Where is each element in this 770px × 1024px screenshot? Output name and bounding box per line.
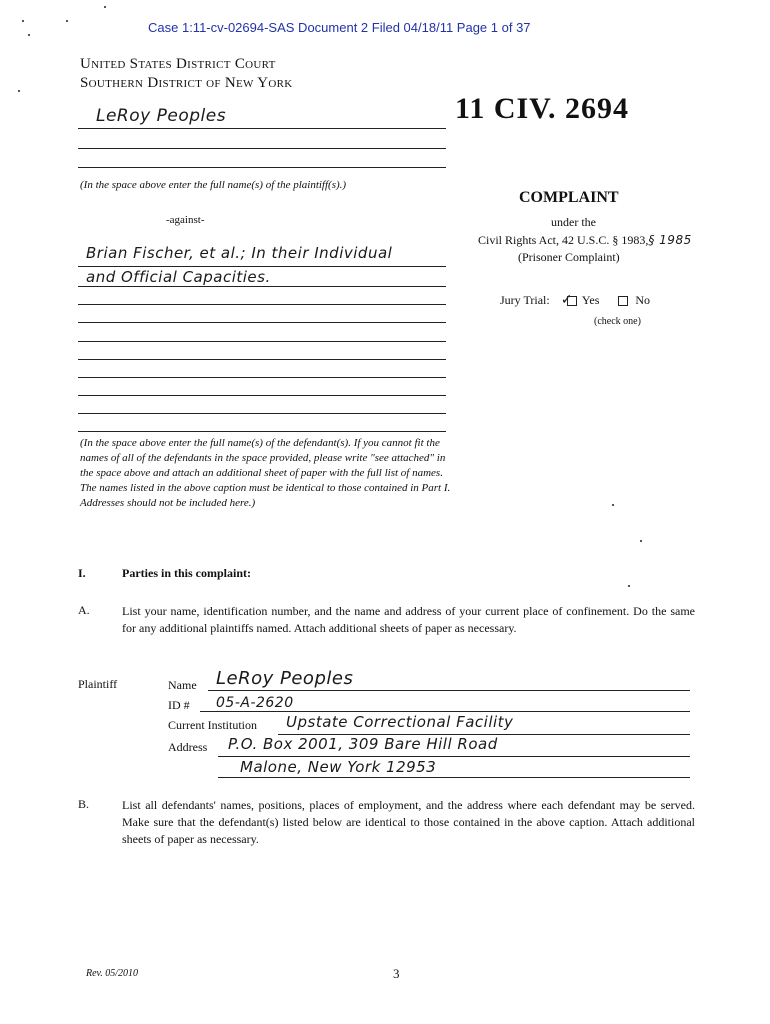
scan-speck (18, 90, 20, 92)
scan-speck (104, 6, 106, 8)
defendant-line-5 (78, 341, 446, 342)
complaint-title: COMPLAINT (519, 189, 619, 206)
plaintiff-line-1 (78, 128, 446, 129)
plaintiff-caption-note: (In the space above enter the full name(s) of the plaintiff(s).) (80, 179, 347, 191)
institution-label: Current Institution (168, 718, 257, 732)
scan-speck (628, 585, 630, 587)
defendants-handwritten-line2: and Official Capacities. (86, 268, 271, 286)
complaint-act-text: Civil Rights Act, 42 U.S.C. § 1983, (478, 233, 649, 247)
revision-date: Rev. 05/2010 (86, 968, 139, 979)
plaintiff-line-2 (78, 148, 446, 149)
defendant-line-3 (78, 304, 446, 305)
id-value[interactable]: 05-A-2620 (216, 695, 294, 711)
case-number-stamp: 11 CIV. 2694 (455, 92, 629, 125)
complaint-act (478, 233, 692, 248)
defendant-line-4 (78, 322, 446, 323)
address-field-line-2 (218, 777, 690, 778)
institution-value[interactable]: Upstate Correctional Facility (286, 713, 514, 731)
defendant-caption-note: (In the space above enter the full name(s) of the defendant(s). If you cannot fit the names of all of the defendants in the space provided, please write "see attached" in the space above and attach an additional sheet of paper with the full list of names. The names listed in the above caption must be identical to those contained in Part I. Addresses should not be included here.) (80, 437, 451, 509)
yes-label: Yes (581, 293, 600, 307)
scan-speck (22, 20, 24, 22)
page-number: 3 (393, 966, 400, 981)
id-field-line (200, 711, 690, 712)
complaint-act-handwritten: § 1985 (648, 233, 692, 247)
defendant-line-10 (78, 431, 446, 432)
plaintiff-line-3 (78, 167, 446, 168)
address-line2-value[interactable]: Malone, New York 12953 (240, 758, 437, 776)
name-field-line (208, 690, 690, 691)
name-label: Name (168, 678, 197, 692)
address-label: Address (168, 740, 208, 754)
plaintiff-name-handwritten: LeRoy Peoples (96, 106, 227, 126)
jury-trial-row (500, 292, 650, 308)
plaintiff-heading: Plaintiff (78, 677, 118, 691)
no-checkbox[interactable] (618, 296, 628, 306)
no-label: No (635, 293, 651, 307)
complaint-under: under the (551, 215, 596, 229)
scan-speck (28, 34, 30, 36)
section-a-text: List your name, identification number, and the name and address of your current place of confinement. Do the same for any additional plaintiffs named. Attach additional sheets of paper as necessary. (122, 604, 695, 635)
scan-speck (66, 20, 68, 22)
address-line1-value[interactable]: P.O. Box 2001, 309 Bare Hill Road (228, 735, 498, 753)
defendant-line-7 (78, 377, 446, 378)
scan-speck (640, 540, 642, 542)
court-name-line2: Southern District of New York (80, 75, 293, 91)
defendant-line-2 (78, 286, 446, 287)
against-label: -against- (166, 214, 205, 226)
yes-checkbox[interactable] (567, 296, 577, 306)
id-label: ID # (168, 698, 190, 712)
complaint-type: (Prisoner Complaint) (518, 250, 620, 264)
section-b-letter: B. (78, 797, 90, 811)
jury-trial-label: Jury Trial: (500, 293, 550, 307)
address-field-line-1 (218, 756, 690, 757)
section-i-title: Parties in this complaint: (122, 566, 251, 580)
defendant-line-6 (78, 359, 446, 360)
filing-header-stamp: Case 1:11-cv-02694-SAS Document 2 Filed 04/18/11 Page 1 of 37 (148, 20, 531, 35)
section-i-numeral: I. (78, 566, 86, 580)
section-b-text: List all defendants' names, positions, places of employment, and the address where each defendant may be served. Make sure that the defendant(s) listed below are identical to those contained in the above caption. Attach additional sheets of paper as necessary. (122, 798, 695, 846)
section-a-letter: A. (78, 603, 90, 617)
defendant-line-9 (78, 413, 446, 414)
scan-speck (612, 504, 614, 506)
defendants-handwritten-line1: Brian Fischer, et al.; In their Individual (86, 244, 393, 262)
court-name-line1: United States District Court (80, 56, 276, 72)
defendant-line-1 (78, 266, 446, 267)
jury-trial-note: (check one) (594, 316, 641, 327)
name-value[interactable]: LeRoy Peoples (216, 668, 354, 689)
defendant-line-8 (78, 395, 446, 396)
yes-checkmark[interactable]: ✓ (560, 292, 573, 308)
